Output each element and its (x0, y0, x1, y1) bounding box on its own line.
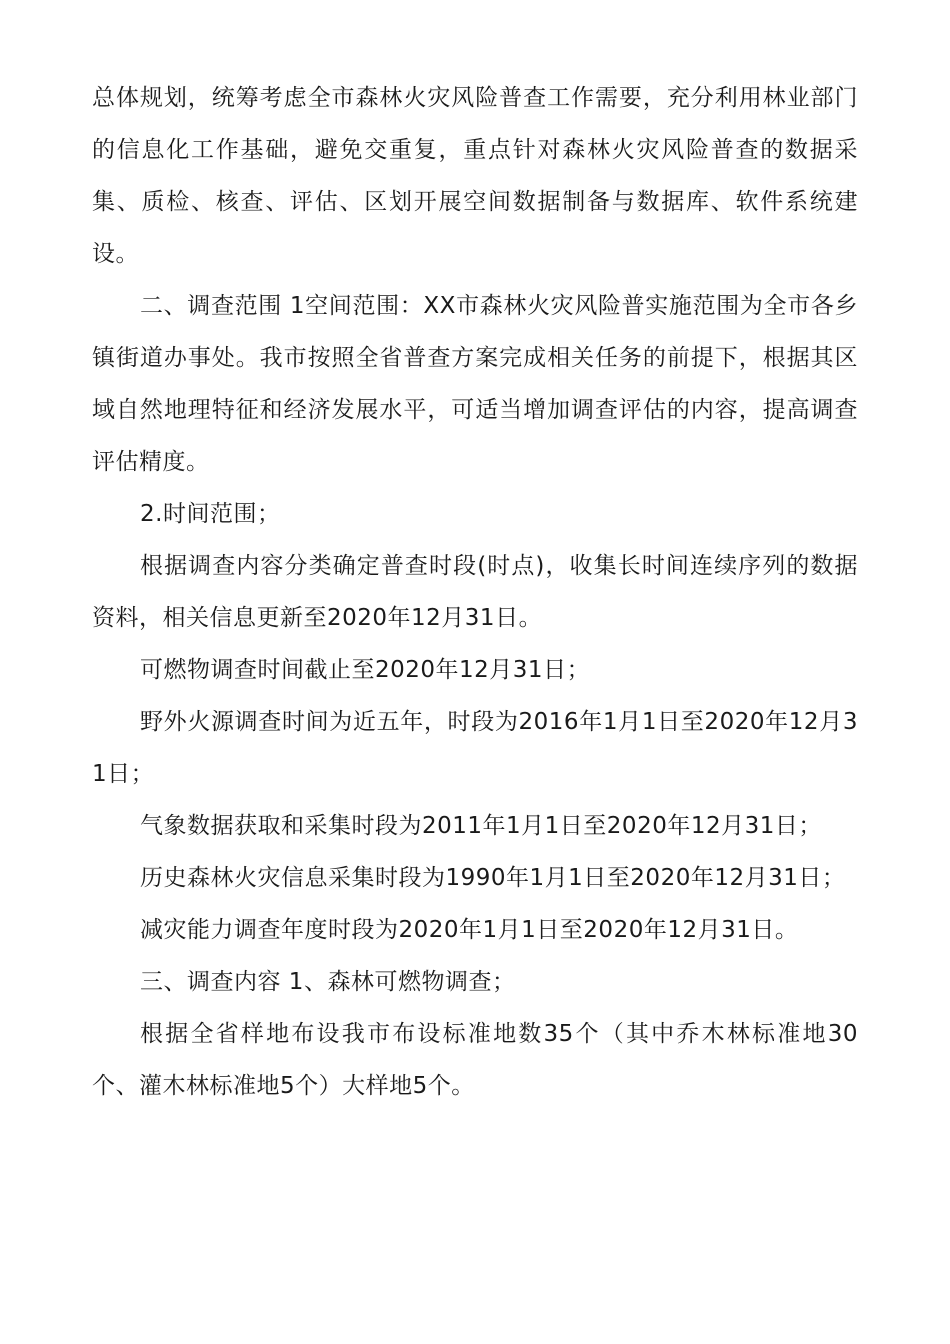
paragraph-fuel-survey-time: 可燃物调查时间截止至2020年12月31日； (140, 657, 591, 683)
paragraph-survey-content-heading: 三、调查内容 1、森林可燃物调查； (140, 969, 516, 995)
paragraph-weather-data-time: 气象数据获取和采集时段为2011年1月1日至2020年12月31日； (140, 813, 822, 839)
document-body (92, 72, 858, 1112)
paragraph-planning-continuation: 总体规划，统筹考虑全市森林火灾风险普查工作需要，充分利用林业部门的信息化工作基础，避免交重复，重点针对森林火灾风险普查的数据采集、质检、核查、评估、区划开展空间数据制备与数据库、软件系统建设。 (92, 85, 858, 267)
paragraph-time-scope-heading: 2.时间范围； (140, 501, 281, 527)
paragraph-historical-fire-time: 历史森林火灾信息采集时段为1990年1月1日至2020年12月31日； (140, 865, 846, 891)
paragraph-time-scope-general: 根据调查内容分类确定普查时段(时点)，收集长时间连续序列的数据资料，相关信息更新至2020年12月31日。 (92, 553, 858, 631)
paragraph-survey-scope-spatial: 二、调查范围 1空间范围：XX市森林火灾风险普实施范围为全市各乡镇街道办事处。我市按照全省普查方案完成相关任务的前提下，根据其区域自然地理特征和经济发展水平，可适当增加调查评估的内容，提高调查评估精度。 (92, 293, 858, 475)
paragraph-fire-source-time: 野外火源调查时间为近五年，时段为2016年1月1日至2020年12月31日； (92, 709, 858, 787)
paragraph-sample-plots: 根据全省样地布设我市布设标准地数35个（其中乔木林标准地30个、灌木林标准地5个）大样地5个。 (92, 1021, 858, 1099)
paragraph-mitigation-capacity-time: 减灾能力调查年度时段为2020年1月1日至2020年12月31日。 (140, 917, 799, 943)
